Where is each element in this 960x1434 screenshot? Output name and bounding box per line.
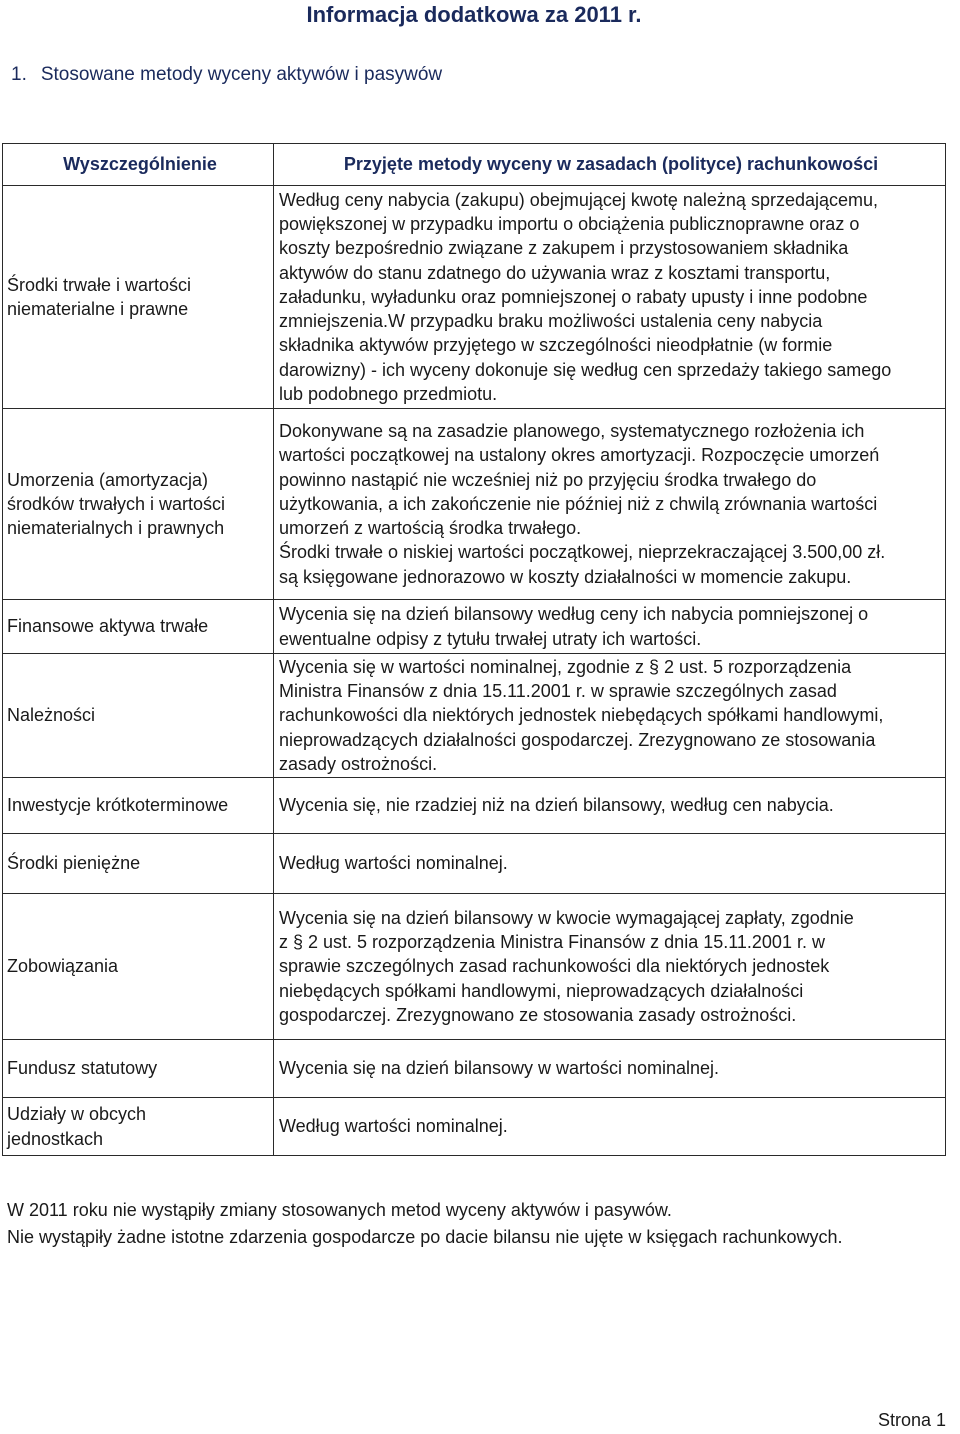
- text-line: niebędących spółkami handlowymi, nieprowadzących działalności: [279, 980, 804, 1001]
- text-line: Wycenia się na dzień bilansowy w wartości nominalnej.: [279, 1058, 720, 1079]
- header-methods: Przyjęte metody wyceny w zasadach (polityce) rachunkowości: [274, 144, 946, 186]
- table-row: [3, 1098, 946, 1156]
- text-line: darowizny) - ich wyceny dokonuje się według cen sprzedaży takiego samego: [279, 359, 892, 380]
- text-line: Wycenia się w wartości nominalnej, zgodnie z § 2 ust. 5 rozporządzenia: [279, 656, 852, 677]
- row-label: Inwestycje krótkoterminowe: [3, 778, 274, 834]
- row-text: [274, 409, 946, 600]
- table-row: [3, 654, 946, 778]
- table-row: [3, 778, 946, 834]
- row-text: [274, 778, 946, 834]
- table-row: [3, 834, 946, 894]
- text-line: umorzeń z wartością środka trwałego.: [279, 518, 582, 539]
- table-header-row: [3, 144, 946, 186]
- label-line: jednostkach: [7, 1128, 104, 1149]
- footer-line: Nie wystąpiły żadne istotne zdarzenia gospodarcze po dacie bilansu nie ujęte w księgach rachunkowych.: [7, 1227, 843, 1247]
- text-line: składnika aktywów przyjętego w szczególności nieodpłatnie (w formie: [279, 335, 833, 356]
- section-number: 1.: [11, 64, 27, 85]
- text-line: zmniejszenia.W przypadku braku możliwości ustalenia ceny nabycia: [279, 311, 823, 332]
- text-line: rachunkowości dla niektórych jednostek niebędących spółkami handlowymi,: [279, 705, 884, 726]
- text-line: lub podobnego przedmiotu.: [279, 384, 498, 405]
- text-line: zasady ostrożności.: [279, 753, 438, 774]
- text-line: Według wartości nominalnej.: [279, 853, 508, 874]
- row-text: [274, 186, 946, 409]
- label-line: Umorzenia (amortyzacja): [7, 469, 209, 490]
- text-line: sprawie szczególnych zasad rachunkowości dla niektórych jednostek: [279, 956, 830, 977]
- row-label: Finansowe aktywa trwałe: [3, 600, 274, 654]
- row-label: [3, 186, 274, 409]
- label-line: niematerialne i prawne: [7, 299, 189, 319]
- text-line: koszty bezpośrednio związane z zakupem i przystosowaniem składnika: [279, 238, 849, 259]
- text-line: załadunku, wyładunku oraz pomniejszonej o rabaty upusty i inne podobne: [279, 286, 868, 307]
- table-row: [3, 409, 946, 600]
- table-row: [3, 894, 946, 1040]
- text-line: powinno nastąpić nie wcześniej niż po przyjęciu środka trwałego do: [279, 469, 817, 490]
- label-line: Udziały w obcych: [7, 1104, 147, 1125]
- text-line: Wycenia się, nie rzadziej niż na dzień bilansowy, według cen nabycia.: [279, 795, 834, 816]
- section-heading: [11, 64, 442, 86]
- text-line: Ministra Finansów z dnia 15.11.2001 r. w sprawie szczególnych zasad: [279, 681, 837, 702]
- table-row: [3, 600, 946, 654]
- section-title: Stosowane metody wyceny aktywów i pasywów: [40, 64, 443, 85]
- row-text: [274, 1098, 946, 1156]
- text-line: Dokonywane są na zasadzie planowego, systematycznego rozłożenia ich: [279, 420, 865, 441]
- row-label: Należności: [3, 654, 274, 778]
- text-line: Wycenia się na dzień bilansowy według ceny ich nabycia pomniejszonej o: [279, 604, 869, 625]
- row-label: Środki pieniężne: [3, 834, 274, 894]
- label-line: środków trwałych i wartości: [7, 493, 226, 514]
- text-line: powiększonej w przypadku importu o obciążenia publicznoprawne oraz o: [279, 213, 860, 234]
- valuation-methods-table: [2, 143, 946, 1156]
- header-item: Wyszczególnienie: [3, 144, 274, 186]
- text-line: wartości początkowej na ustalony okres amortyzacji. Rozpoczęcie umorzeń: [279, 445, 880, 466]
- row-text: [274, 1040, 946, 1098]
- text-line: Środki trwałe o niskiej wartości początkowej, nieprzekraczającej 3.500,00 zł.: [279, 542, 886, 563]
- footer-notes: [7, 1197, 842, 1251]
- text-line: aktywów do stanu zdatnego do używania wraz z kosztami transportu,: [279, 262, 831, 283]
- table-row: [3, 186, 946, 409]
- document-title: Informacja dodatkowa za 2011 r.: [306, 2, 642, 27]
- row-text: [274, 654, 946, 778]
- row-label: Zobowiązania: [3, 894, 274, 1040]
- table-row: [3, 1040, 946, 1098]
- row-label: [3, 1098, 274, 1156]
- text-line: są księgowane jednorazowo w koszty działalności w momencie zakupu.: [279, 566, 852, 587]
- row-text: [274, 894, 946, 1040]
- text-line: nieprowadzących działalności gospodarczej. Zrezygnowano ze stosowania: [279, 729, 876, 750]
- text-line: Wycenia się na dzień bilansowy w kwocie wymagającej zapłaty, zgodnie: [279, 907, 854, 928]
- text-line: Według ceny nabycia (zakupu) obejmującej kwotę należną sprzedającemu,: [279, 189, 879, 210]
- row-label: Fundusz statutowy: [3, 1040, 274, 1098]
- footer-line: W 2011 roku nie wystąpiły zmiany stosowanych metod wyceny aktywów i pasywów.: [7, 1200, 672, 1220]
- page-number: Strona 1: [877, 1410, 946, 1430]
- text-line: ewentualne odpisy z tytułu trwałej utraty ich wartości.: [279, 628, 702, 649]
- text-line: gospodarczej. Zrezygnowano ze stosowania zasady ostrożności.: [279, 1004, 797, 1025]
- text-line: Według wartości nominalnej.: [279, 1116, 508, 1137]
- row-text: [274, 834, 946, 894]
- label-line: niematerialnych i prawnych: [7, 518, 225, 539]
- row-text: [274, 600, 946, 654]
- row-label: [3, 409, 274, 600]
- label-line: Środki trwałe i wartości: [7, 274, 192, 295]
- text-line: użytkowania, a ich zakończenie nie później niż z chwilą zrównania wartości: [279, 493, 878, 514]
- text-line: z § 2 ust. 5 rozporządzenia Ministra Finansów z dnia 15.11.2001 r. w: [279, 932, 825, 953]
